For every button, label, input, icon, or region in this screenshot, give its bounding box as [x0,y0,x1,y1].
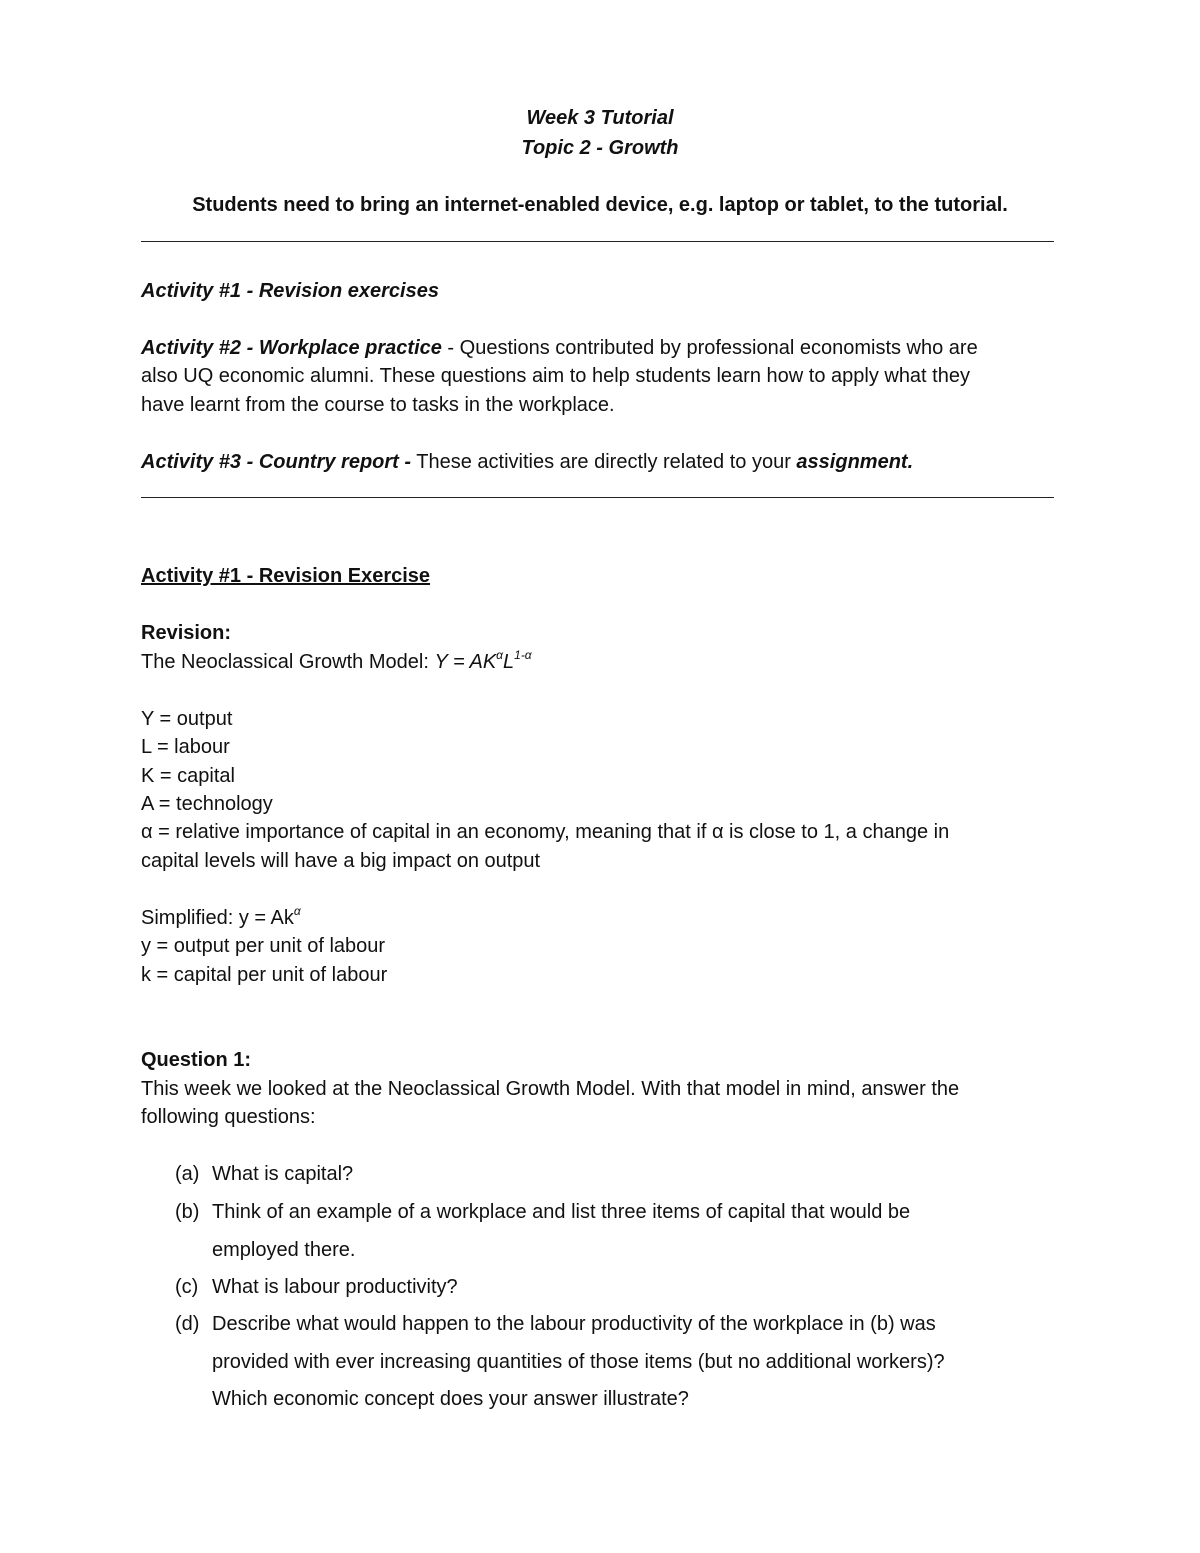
activity-2-text: - Questions contributed by professional economists who are [441,337,978,359]
definition-labour: L = labour [141,736,230,758]
definition-alpha-cont: capital levels will have a big impact on output [141,850,541,872]
list-item-d-line-2: provided with ever increasing quantities of those items (but no additional workers)? [212,1351,945,1373]
activity-2-label: Activity #2 - Workplace practice [141,337,442,359]
eq-alpha-exponent: α [496,648,504,663]
activity-2-line-2: also UQ economic alumni. These questions aim to help students learn how to apply what they [141,365,970,387]
definition-alpha: α = relative importance of capital in an economy, meaning that if α is close to 1, a change in [141,821,950,843]
activity-3-line [141,448,913,476]
eq-labour: L [503,651,515,673]
list-item-label-b: (b) [175,1201,200,1223]
simplified-prefix: Simplified: y = Ak [141,907,294,929]
definition-capital: K = capital [141,765,235,787]
divider-top [141,241,1054,242]
list-item-label-a: (a) [175,1163,200,1185]
simplified-def-y: y = output per unit of labour [141,935,386,957]
activity-2-line-3: have learnt from the course to tasks in the workplace. [141,394,615,416]
model-prefix: The Neoclassical Growth Model: [141,651,435,673]
activity-3-label: Activity #3 - Country report - [141,451,412,473]
list-item-a: What is capital? [212,1163,354,1185]
activity-2-line-1 [141,334,978,362]
list-item-c: What is labour productivity? [212,1276,458,1298]
activity-1-title: Activity #1 - Revision exercises [141,280,439,302]
assignment-emphasis: assignment. [796,451,914,473]
activity-3-text: These activities are directly related to your [411,451,797,473]
model-equation [434,648,532,673]
page-title: Week 3 Tutorial [526,107,674,129]
device-notice: Students need to bring an internet-enabled device, e.g. laptop or tablet, to the tutorial. [192,194,1008,216]
eq-base: Y = AK [434,651,497,673]
section-heading: Activity #1 - Revision Exercise [141,565,431,587]
divider-bottom [141,497,1054,498]
list-item-b-line-1: Think of an example of a workplace and list three items of capital that would be [212,1201,911,1223]
simplified-equation [141,904,301,932]
list-item-label-d: (d) [175,1313,200,1335]
list-item-d-line-3: Which economic concept does your answer illustrate? [212,1388,689,1410]
definition-output: Y = output [141,708,233,730]
list-item-d-line-1: Describe what would happen to the labour productivity of the workplace in (b) was [212,1313,936,1335]
list-item-b-line-2: employed there. [212,1239,356,1261]
list-item-label-c: (c) [175,1276,199,1298]
question-1-intro-line-1: This week we looked at the Neoclassical Growth Model. With that model in mind, answer the [141,1078,960,1100]
topic-subtitle: Topic 2 - Growth [521,137,679,159]
eq-labour-exponent: 1-α [514,648,532,663]
simplified-exponent: α [293,904,301,919]
simplified-def-k: k = capital per unit of labour [141,964,388,986]
question-1-intro-line-2: following questions: [141,1106,316,1128]
question-1-label: Question 1: [141,1049,252,1071]
revision-label: Revision: [141,622,232,644]
definition-technology: A = technology [141,793,273,815]
model-equation-line [141,648,532,676]
